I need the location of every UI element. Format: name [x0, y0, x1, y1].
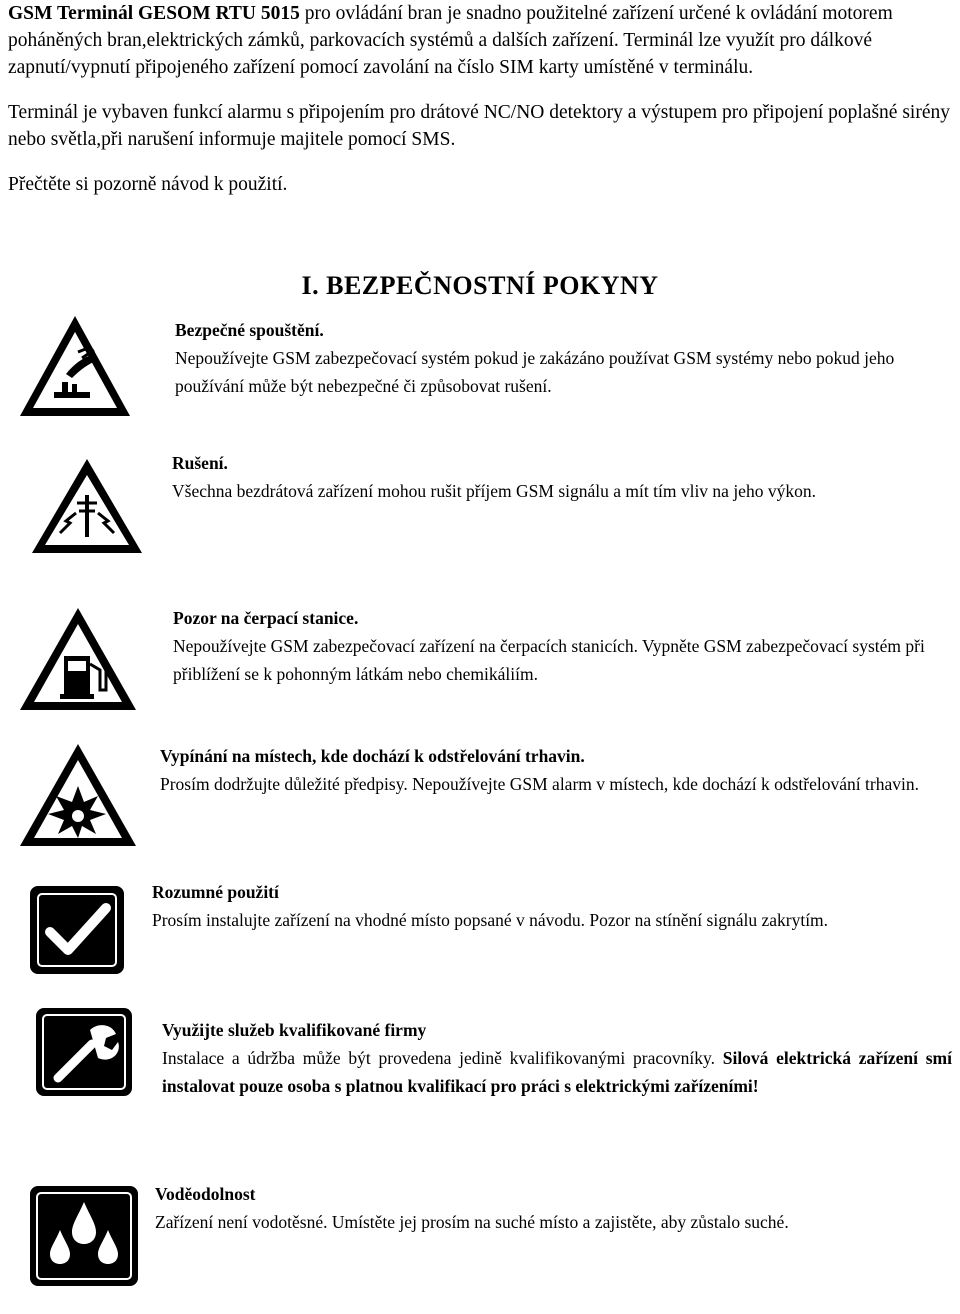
wrench-icon [34, 1006, 134, 1098]
explosion-warning-icon [16, 740, 140, 850]
item-body: Prosím dodržujte důležité předpisy. Nepoužívejte GSM alarm v místech, kde dochází k odstřelování trhavin. [160, 774, 919, 794]
water-drops-icon [28, 1184, 140, 1288]
item-body: Zařízení není vodotěsné. Umístěte jej prosím na suché místo a zajistěte, aby zůstalo suché. [155, 1212, 789, 1232]
safety-item-4 [160, 742, 950, 798]
safety-item-3 [173, 604, 943, 688]
safety-item-1 [175, 316, 935, 400]
item-body: Nepoužívejte GSM zabezpečovací zařízení na čerpacích stanicích. Vypněte GSM zabezpečovací systém při přiblížení se k pohonným látkám nebo chemikáliím. [173, 636, 925, 684]
item-body: Nepoužívejte GSM zabezpečovací systém pokud je zakázáno používat GSM systémy nebo pokud jeho používání může být nebezpečné či způsobovat rušení. [175, 348, 895, 396]
intro-paragraph-1-text: pro ovládání bran je snadno použitelné zařízení určené k ovládání motorem poháněných bran,elektrických zámků, parkovacích systémů a dalších zařízení. Terminál lze využít pro dálkové zapnutí/vypnutí připojeného zařízení pomocí zavolání na číslo SIM karty umístěné v terminálu. [8, 3, 893, 78]
item-body: Prosím instalujte zařízení na vhodné místo popsané v návodu. Pozor na stínění signálu zakrytím. [152, 910, 829, 930]
intro-paragraph-1 [8, 0, 952, 81]
item-body [162, 1044, 952, 1100]
item-heading: Rozumné použití [152, 882, 279, 902]
interference-warning-icon [30, 455, 145, 557]
item-body-normal: Instalace a údržba může být provedena jedině kvalifikovanými pracovníky. [162, 1048, 715, 1068]
intro-text [8, 0, 952, 198]
fuel-pump-warning-icon [16, 604, 140, 714]
checkmark-icon [28, 884, 126, 976]
item-heading: Vypínání na místech, kde dochází k odstřelování trhavin. [160, 746, 585, 766]
intro-paragraph-3: Přečtěte si pozorně návod k použití. [8, 174, 288, 195]
hand-warning-icon [16, 312, 134, 420]
item-heading: Pozor na čerpací stanice. [173, 608, 359, 628]
safety-item-2 [172, 449, 942, 505]
item-body-bold: Silová elektrická zařízení smí instalovat pouze osoba s platnou kvalifikací pro práci s elektrickými zařízeními! [162, 1048, 952, 1096]
safety-item-6 [162, 1016, 952, 1100]
item-heading: Bezpečné spouštění. [175, 320, 324, 340]
intro-paragraph-2: Terminál je vybaven funkcí alarmu s připojením pro drátové NC/NO detektory a výstupem pro připojení poplašné sirény nebo světla,při narušení informuje majitele pomocí SMS. [8, 102, 950, 150]
item-heading: Voděodolnost [155, 1184, 256, 1204]
section-title: I. BEZPEČNOSTNÍ POKYNY [301, 271, 659, 300]
item-heading: Využijte služeb kvalifikované firmy [162, 1020, 427, 1040]
safety-item-5 [152, 878, 952, 934]
item-body: Všechna bezdrátová zařízení mohou rušit příjem GSM signálu a mít tím vliv na jeho výkon. [172, 481, 816, 501]
safety-item-7 [155, 1180, 945, 1236]
item-heading: Rušení. [172, 453, 228, 473]
product-name: GSM Terminál GESOM RTU 5015 [8, 3, 300, 24]
